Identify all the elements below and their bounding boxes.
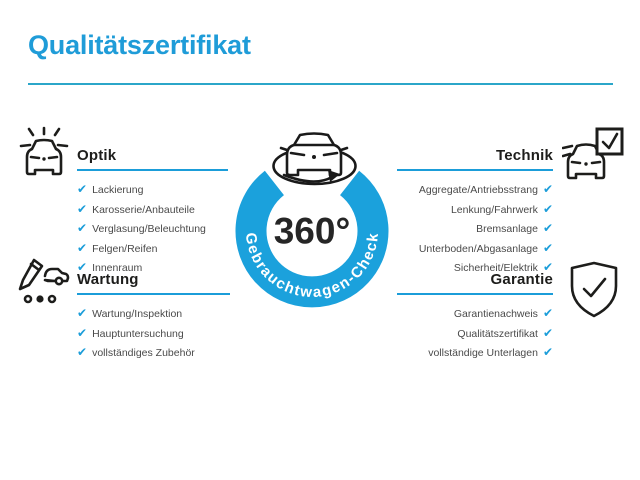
check-item: ✔ Verglasung/Beleuchtung	[77, 221, 206, 235]
check-icon: ✔	[542, 260, 553, 274]
360-check-badge	[220, 115, 410, 320]
optik-checklist	[77, 180, 237, 278]
section-wartung	[77, 271, 237, 363]
rotating-car-icon	[274, 134, 356, 185]
check-item: Bremsanlage ✔	[476, 221, 553, 235]
check-icon: ✔	[542, 306, 553, 320]
shining-car-icon	[18, 126, 70, 182]
section-title-wartung: Wartung	[77, 271, 139, 288]
section-title-garantie: Garantie	[490, 271, 553, 288]
section-underline	[77, 169, 228, 171]
check-icon: ✔	[77, 221, 88, 235]
check-item: ✔ Wartung/Inspektion	[77, 306, 183, 320]
check-icon: ✔	[77, 201, 88, 216]
check-icon: ✔	[542, 182, 553, 196]
check-icon: ✔	[542, 201, 553, 216]
check-item: Lenkung/Fahrwerk ✔	[450, 201, 553, 216]
check-icon: ✔	[77, 325, 88, 340]
check-item: ✔ vollständiges Zubehör	[77, 345, 195, 359]
check-icon: ✔	[542, 345, 553, 359]
check-item: Unterboden/Abgasanlage ✔	[418, 240, 553, 255]
check-icon: ✔	[77, 306, 88, 320]
check-item: Qualitätszertifikat ✔	[457, 325, 553, 340]
section-underline	[397, 169, 553, 171]
section-title-technik: Technik	[496, 147, 553, 164]
check-item: ✔ Lackierung	[77, 182, 144, 196]
check-item: Garantienachweis ✔	[453, 306, 553, 320]
check-item: Aggregate/Antriebsstrang ✔	[418, 182, 553, 196]
check-item: ✔ Hauptuntersuchung	[77, 325, 184, 340]
section-underline	[397, 293, 553, 295]
check-icon: ✔	[77, 345, 88, 359]
check-item: ✔ Karosserie/Anbauteile	[77, 201, 195, 216]
check-item: ✔ Felgen/Reifen	[77, 240, 158, 255]
car-checkbox-icon	[562, 126, 626, 184]
check-icon: ✔	[542, 325, 553, 340]
check-item: ✔ Innenraum	[77, 260, 143, 274]
section-title-optik: Optik	[77, 147, 117, 164]
shield-check-icon	[566, 260, 622, 320]
check-icon: ✔	[542, 221, 553, 235]
check-icon: ✔	[77, 260, 88, 274]
section-underline	[77, 293, 230, 295]
page-title: Qualitätszertifikat	[28, 30, 251, 60]
check-item: Sicherheit/Elektrik ✔	[453, 260, 553, 274]
ring-label: Gebrauchtwagen-Check	[242, 231, 382, 301]
title-divider	[28, 83, 613, 85]
wartung-checklist	[77, 304, 237, 363]
check-icon: ✔	[77, 182, 88, 196]
section-optik	[77, 147, 237, 278]
check-item: vollständige Unterlagen ✔	[428, 345, 553, 359]
degree-label: 360°	[273, 210, 351, 252]
check-icon: ✔	[542, 240, 553, 255]
service-pen-car-icon	[18, 256, 70, 312]
check-icon: ✔	[77, 240, 88, 255]
